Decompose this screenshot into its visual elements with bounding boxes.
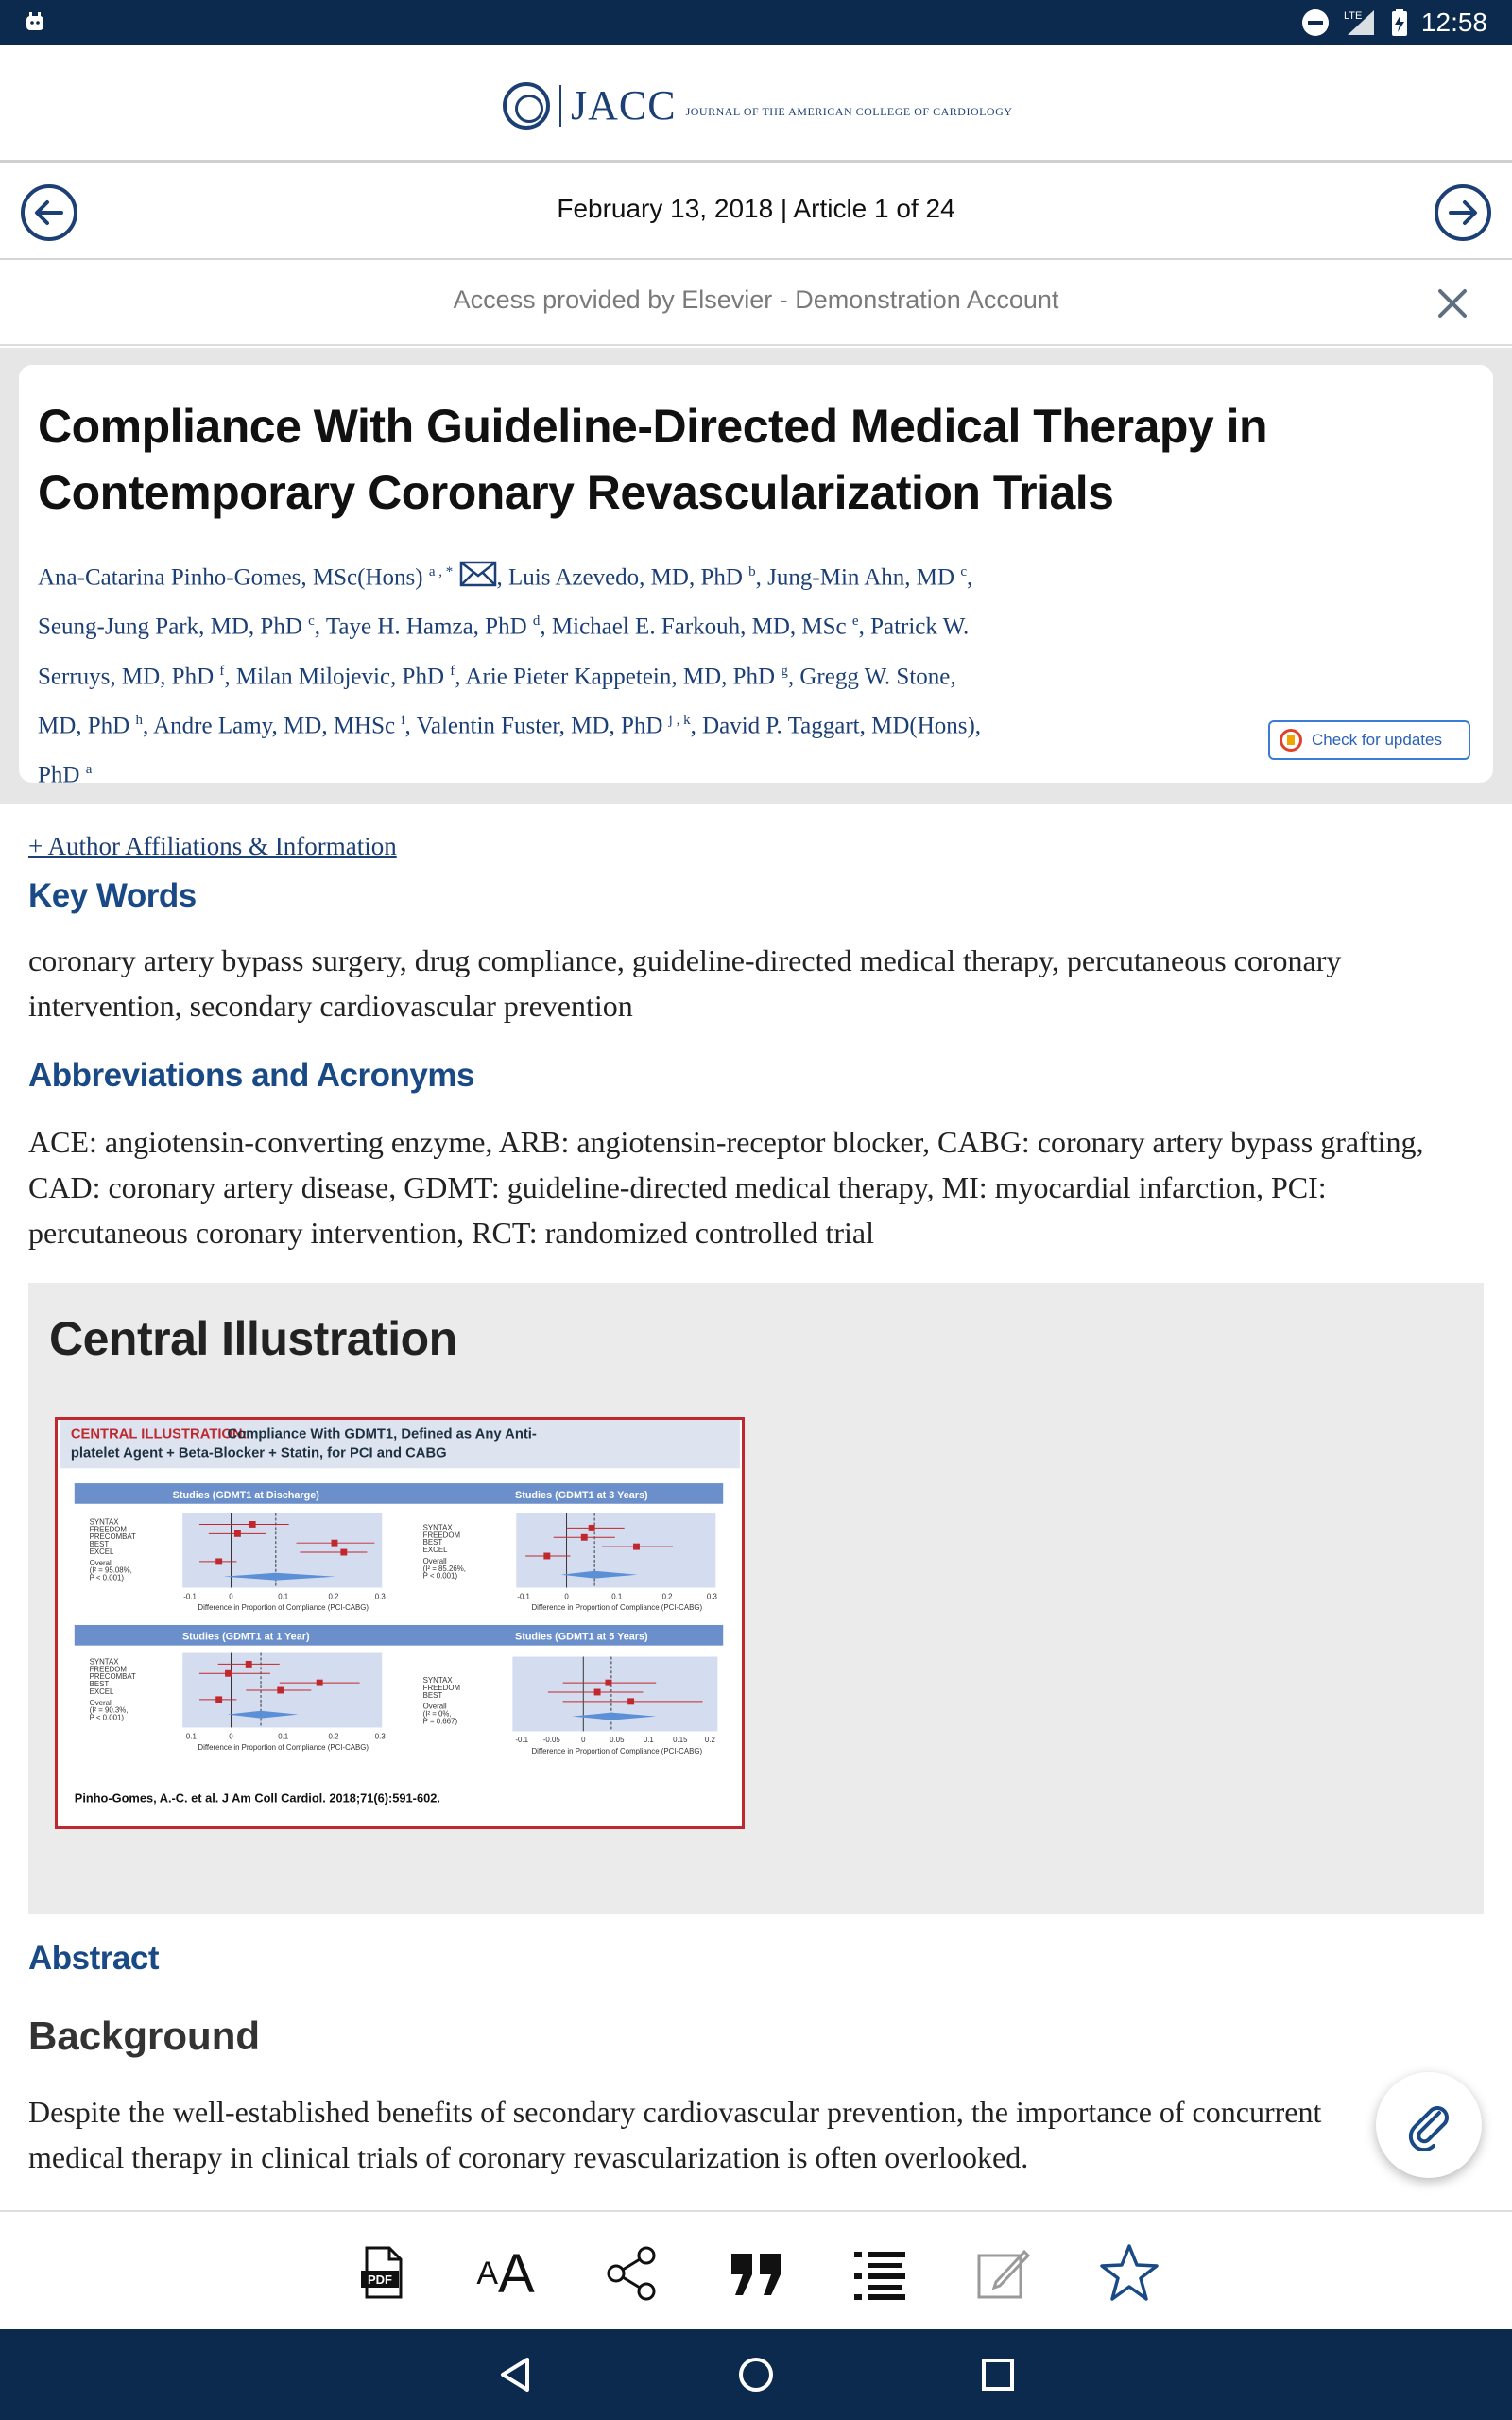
svg-text:0.1: 0.1 xyxy=(611,1592,623,1601)
panel-title: Studies (GDMT1 at 1 Year) xyxy=(181,1631,310,1643)
svg-text:Overall: Overall xyxy=(89,1558,113,1567)
svg-text:0.1: 0.1 xyxy=(278,1732,289,1741)
text-size-button[interactable]: A A xyxy=(476,2242,535,2305)
svg-text:PDF: PDF xyxy=(368,2273,392,2287)
author-link[interactable]: Arie Pieter Kappetein, MD, PhD xyxy=(465,663,776,689)
svg-text:FREEDOM: FREEDOM xyxy=(422,1530,461,1540)
svg-text:EXCEL: EXCEL xyxy=(89,1686,114,1696)
author-link[interactable]: Jung-Min Ahn, MD xyxy=(767,564,955,591)
abbreviations-text: ACE: angiotensin-converting enzyme, ARB: angiotensin-receptor blocker, CABG: coronary artery bypass grafting, CAD: coronary artery disease, GDMT: guideline-directed medical therapy, MI: myocardial infarction, PCI: percutaneous coronary intervention, RCT: randomized controlled trial xyxy=(28,1125,1424,1250)
bookmark-button[interactable] xyxy=(1096,2240,1162,2307)
cite-icon xyxy=(726,2242,788,2305)
background-text: Despite the well-established benefits of secondary cardiovascular prevention, the importance of concurrent medical therapy in clinical trials of coronary revascularization is often overlooked. xyxy=(28,2095,1322,2174)
table-of-contents-button[interactable] xyxy=(847,2240,913,2307)
svg-text:-0.1: -0.1 xyxy=(183,1592,197,1601)
article-title: Compliance With Guideline-Directed Medical Therapy in Contemporary Coronary Revascularization Trials xyxy=(38,400,1268,519)
forest-plot-discharge xyxy=(90,1513,387,1613)
svg-text:(I² = 95.08%,: (I² = 95.08%, xyxy=(89,1565,132,1575)
svg-text:0: 0 xyxy=(229,1732,233,1741)
author-list: Ana-Catarina Pinho-Gomes, MSc(Hons) $^{a , *}$ , Luis Azevedo, MD, PhD $^b$, Jung-Min Ahn, MD $^c$, Seung-Jung Park, MD, PhD $^c$, Taye H. Hamza, PhD $^d$, Michael E. Farkouh, MD, MSc $^e$, Patrick W. Serruys, MD, PhD $^f$, Milan Milojevic, PhD $^f$, Arie Pieter Kappetein, MD, PhD $^g$, Gregg W. Stone, MD, PhD $^h$, Andre Lamy, MD, MHSc $^i$, Valentin Fuster, MD, PhD $^{j , k}$, David P. Taggart, MD(Hons), PhD $^a$ xyxy=(38,550,1002,798)
logo-word: JACC xyxy=(571,82,677,129)
access-text: Access provided by Elsevier - Demonstration Account xyxy=(453,285,1059,314)
svg-text:P = 0.667): P = 0.667) xyxy=(422,1717,458,1726)
author-link[interactable]: Patrick W. Serruys, MD, PhD xyxy=(38,614,970,689)
svg-text:P < 0.001): P < 0.001) xyxy=(89,1573,125,1582)
crossmark-icon xyxy=(1280,729,1302,752)
status-time: 12:58 xyxy=(1420,8,1487,37)
svg-text:Overall: Overall xyxy=(422,1702,447,1711)
svg-text:(I² = 85.26%,: (I² = 85.26%, xyxy=(422,1564,466,1573)
logo-subtitle: JOURNAL OF THE AMERICAN COLLEGE OF CARDIOLOGY xyxy=(685,105,1013,118)
note-icon xyxy=(971,2242,1034,2305)
svg-text:SYNTAX: SYNTAX xyxy=(89,1517,119,1527)
figure-label: CENTRAL ILLUSTRATION: xyxy=(70,1426,248,1443)
background-heading: Background xyxy=(28,2014,261,2058)
svg-text:P < 0.001): P < 0.001) xyxy=(89,1713,125,1722)
svg-text:Difference in Proportion of Co: Difference in Proportion of Compliance (PCI-CABG) xyxy=(198,1603,369,1613)
forest-plot-5-years xyxy=(423,1657,718,1756)
share-icon xyxy=(601,2242,663,2305)
svg-text:(I² = 90.3%,: (I² = 90.3%, xyxy=(89,1705,129,1715)
share-button[interactable] xyxy=(599,2240,665,2307)
forest-plot-3-years xyxy=(423,1513,718,1613)
notes-button[interactable] xyxy=(970,2240,1036,2307)
author-link[interactable]: Valentin Fuster, MD, PhD xyxy=(416,713,663,739)
svg-text:(I² = 0%,: (I² = 0%, xyxy=(422,1709,452,1719)
svg-text:Overall: Overall xyxy=(422,1556,447,1565)
home-icon[interactable] xyxy=(733,2352,779,2397)
jacc-logo[interactable] xyxy=(503,81,1012,130)
svg-text:FREEDOM: FREEDOM xyxy=(89,1665,127,1674)
figure-caption-line1: Compliance With GDMT1, Defined as Any Anti- xyxy=(227,1426,537,1443)
svg-text:0: 0 xyxy=(564,1592,569,1601)
svg-text:0.3: 0.3 xyxy=(374,1732,386,1741)
svg-text:BEST: BEST xyxy=(422,1690,443,1700)
central-illustration-section xyxy=(28,1283,1484,1914)
cite-button[interactable] xyxy=(724,2240,790,2307)
author-affiliations-link[interactable]: + Author Affiliations & Information xyxy=(28,832,397,860)
svg-text:0.1: 0.1 xyxy=(278,1592,289,1601)
panel-title: Studies (GDMT1 at 5 Years) xyxy=(515,1631,648,1643)
author-link[interactable]: Michael E. Farkouh, MD, MSc xyxy=(551,614,847,640)
svg-text:FREEDOM: FREEDOM xyxy=(422,1684,461,1693)
author-link[interactable]: Milan Milojevic, PhD xyxy=(235,663,445,689)
svg-text:BEST: BEST xyxy=(89,1680,110,1689)
author-link[interactable]: Andre Lamy, MD, MHSc xyxy=(153,713,396,739)
svg-text:P < 0.001): P < 0.001) xyxy=(422,1571,458,1581)
abstract-heading: Abstract xyxy=(28,1940,159,1977)
svg-text:SYNTAX: SYNTAX xyxy=(422,1523,453,1532)
paperclip-icon xyxy=(1403,2100,1454,2151)
svg-text:SYNTAX: SYNTAX xyxy=(89,1657,119,1667)
svg-text:0.05: 0.05 xyxy=(610,1736,625,1745)
back-icon[interactable] xyxy=(493,2352,539,2397)
article-position-label: February 13, 2018 | Article 1 of 24 xyxy=(557,194,955,223)
acc-seal-icon xyxy=(503,82,550,130)
author-link[interactable]: Ana-Catarina Pinho-Gomes, MSc(Hons) xyxy=(38,564,423,591)
pdf-button[interactable] xyxy=(350,2240,416,2307)
svg-text:EXCEL: EXCEL xyxy=(89,1547,114,1557)
svg-text:0.15: 0.15 xyxy=(673,1736,688,1745)
attachments-button[interactable] xyxy=(1376,2072,1482,2178)
battery-charging-icon xyxy=(1391,9,1408,37)
forest-plot-1-year xyxy=(90,1653,387,1753)
author-link[interactable]: Gregg W. Stone, MD, PhD xyxy=(38,663,956,739)
svg-text:Difference in Proportion of Co: Difference in Proportion of Compliance (PCI-CABG) xyxy=(531,1603,703,1613)
svg-text:0.3: 0.3 xyxy=(706,1592,717,1601)
svg-text:0: 0 xyxy=(229,1592,233,1601)
svg-text:0.2: 0.2 xyxy=(328,1592,339,1601)
svg-text:SYNTAX: SYNTAX xyxy=(422,1676,453,1685)
lte-signal-icon xyxy=(1342,9,1378,37)
article-toolbar xyxy=(0,2210,1512,2329)
author-link[interactable]: David P. Taggart, MD(Hons), PhD xyxy=(38,713,982,788)
key-words-text: coronary artery bypass surgery, drug compliance, guideline-directed medical therapy, percutaneous coronary intervention, secondary cardiovascular prevention xyxy=(28,943,1342,1023)
journal-header xyxy=(0,45,1512,163)
author-link[interactable]: Luis Azevedo, MD, PhD xyxy=(508,564,743,591)
email-icon[interactable] xyxy=(459,561,497,587)
central-illustration-heading: Central Illustration xyxy=(49,1312,457,1365)
svg-text:-0.1: -0.1 xyxy=(515,1736,528,1745)
close-icon[interactable] xyxy=(1435,285,1470,321)
panel-title: Studies (GDMT1 at Discharge) xyxy=(172,1489,319,1501)
svg-text:0.1: 0.1 xyxy=(643,1736,654,1745)
article-navigation xyxy=(0,165,1512,260)
article-title-card xyxy=(19,365,1493,788)
bookmark-icon xyxy=(1098,2242,1160,2305)
author-link[interactable]: Seung-Jung Park, MD, PhD xyxy=(38,614,302,640)
author-link[interactable]: Taye H. Hamza, PhD xyxy=(325,614,527,640)
check-updates-label: Check for updates xyxy=(1312,731,1442,749)
figure-citation: Pinho-Gomes, A.-C. et al. J Am Coll Cardiol. 2018;71(6):591-602. xyxy=(74,1790,440,1806)
svg-text:PRECOMBAT: PRECOMBAT xyxy=(89,1532,136,1542)
svg-text:-0.1: -0.1 xyxy=(517,1592,530,1601)
status-bar xyxy=(0,0,1512,45)
svg-text:Difference in Proportion of Co: Difference in Proportion of Compliance (PCI-CABG) xyxy=(198,1743,369,1753)
android-notification-icon xyxy=(25,11,45,32)
svg-text:PRECOMBAT: PRECOMBAT xyxy=(89,1672,136,1682)
figure-caption-line2: platelet Agent + Beta-Blocker + Statin, for PCI and CABG xyxy=(70,1445,447,1461)
svg-text:-0.1: -0.1 xyxy=(183,1732,197,1741)
access-banner xyxy=(0,263,1512,346)
svg-text:0.2: 0.2 xyxy=(662,1592,673,1601)
svg-text:Overall: Overall xyxy=(89,1698,113,1707)
next-article-button[interactable] xyxy=(1435,184,1491,241)
arrow-right-icon xyxy=(1447,197,1479,229)
svg-text:BEST: BEST xyxy=(89,1540,110,1549)
svg-text:LTE: LTE xyxy=(1343,10,1363,22)
svg-text:FREEDOM: FREEDOM xyxy=(89,1525,127,1534)
panel-title: Studies (GDMT1 at 3 Years) xyxy=(515,1489,648,1501)
svg-text:Difference in Proportion of Co: Difference in Proportion of Compliance (PCI-CABG) xyxy=(531,1747,703,1756)
svg-text:-0.05: -0.05 xyxy=(542,1736,560,1745)
figure-svg xyxy=(58,1420,742,1826)
toc-icon xyxy=(849,2242,911,2305)
svg-text:0.2: 0.2 xyxy=(704,1736,715,1745)
key-words-heading: Key Words xyxy=(28,877,197,914)
svg-text:0.3: 0.3 xyxy=(374,1592,386,1601)
system-navigation-bar xyxy=(0,2329,1512,2420)
svg-text:0.2: 0.2 xyxy=(328,1732,339,1741)
pdf-icon xyxy=(352,2242,414,2305)
recents-icon[interactable] xyxy=(975,2352,1021,2397)
svg-text:0: 0 xyxy=(581,1736,586,1745)
abbreviations-heading: Abbreviations and Acronyms xyxy=(28,1057,474,1094)
svg-text:BEST: BEST xyxy=(422,1538,443,1547)
do-not-disturb-icon xyxy=(1302,9,1329,36)
central-illustration-figure[interactable] xyxy=(55,1417,745,1829)
title-area xyxy=(0,348,1512,804)
check-for-updates-button[interactable] xyxy=(1268,720,1470,760)
svg-text:EXCEL: EXCEL xyxy=(422,1546,448,1555)
text-size-icon: A xyxy=(476,2255,498,2291)
